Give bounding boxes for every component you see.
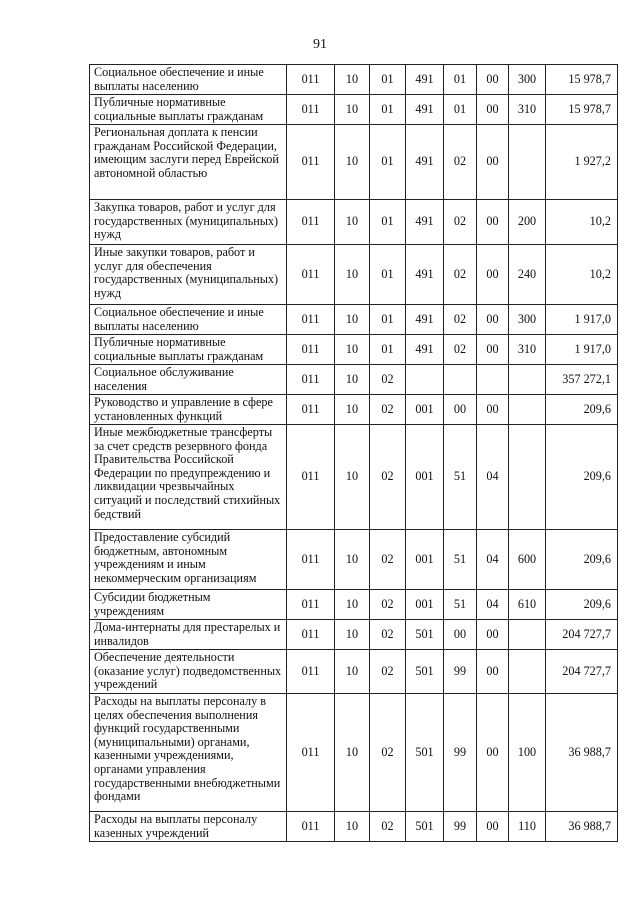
- cell-name: Субсидии бюджетным учреждениям: [90, 590, 287, 620]
- cell-article3: 04: [477, 530, 509, 590]
- cell-subsection: 02: [370, 620, 406, 650]
- cell-expense-type: 110: [509, 812, 546, 842]
- cell-section: 10: [335, 95, 370, 125]
- cell-name: Дома-интернаты для престарелых и инвалидов: [90, 620, 287, 650]
- cell-article3: 00: [477, 650, 509, 694]
- cell-section: 10: [335, 395, 370, 425]
- table-row: [90, 425, 618, 530]
- cell-article1: 001: [406, 590, 444, 620]
- cell-article1: 491: [406, 65, 444, 95]
- cell-article3: 00: [477, 395, 509, 425]
- cell-article3: 00: [477, 812, 509, 842]
- cell-sum: 1 917,0: [546, 335, 618, 365]
- table-body: [90, 65, 618, 842]
- table-row: [90, 245, 618, 305]
- cell-expense-type: [509, 425, 546, 530]
- cell-article2: 02: [444, 125, 477, 200]
- cell-subsection: 02: [370, 812, 406, 842]
- cell-expense-type: 300: [509, 305, 546, 335]
- cell-section: 10: [335, 694, 370, 812]
- cell-article2: 51: [444, 425, 477, 530]
- cell-ministry: 011: [287, 694, 335, 812]
- cell-article3: 00: [477, 95, 509, 125]
- cell-name: Расходы на выплаты персоналу казенных учреждений: [90, 812, 287, 842]
- cell-expense-type: 310: [509, 95, 546, 125]
- cell-ministry: 011: [287, 425, 335, 530]
- cell-name: Руководство и управление в сфере установленных функций: [90, 395, 287, 425]
- cell-article2: 01: [444, 65, 477, 95]
- cell-article2: 02: [444, 245, 477, 305]
- cell-section: 10: [335, 590, 370, 620]
- table-row: [90, 590, 618, 620]
- cell-article3: 00: [477, 200, 509, 245]
- cell-name: Региональная доплата к пенсии гражданам Российской Федерации, имеющим заслуги перед Еврейской автономной областью: [90, 125, 287, 200]
- cell-ministry: 011: [287, 245, 335, 305]
- cell-article1: 501: [406, 620, 444, 650]
- cell-ministry: 011: [287, 95, 335, 125]
- cell-section: 10: [335, 650, 370, 694]
- cell-section: 10: [335, 65, 370, 95]
- page-number: 91: [313, 37, 327, 52]
- cell-name: Обеспечение деятельности (оказание услуг) подведомственных учреждений: [90, 650, 287, 694]
- cell-subsection: 01: [370, 305, 406, 335]
- cell-name: Иные закупки товаров, работ и услуг для обеспечения государственных (муниципальных) нужд: [90, 245, 287, 305]
- table-row: [90, 650, 618, 694]
- table-row: [90, 95, 618, 125]
- cell-article2: 99: [444, 812, 477, 842]
- cell-article1: 001: [406, 425, 444, 530]
- cell-sum: 15 978,7: [546, 95, 618, 125]
- cell-ministry: 011: [287, 620, 335, 650]
- budget-table: [89, 64, 618, 842]
- cell-article2: 01: [444, 95, 477, 125]
- cell-expense-type: [509, 650, 546, 694]
- cell-name: Расходы на выплаты персоналу в целях обеспечения выполнения функций государственными (муниципальными) органами, казенными учреждениями, органами управления государственными внебюджетными фондами: [90, 694, 287, 812]
- cell-section: 10: [335, 335, 370, 365]
- cell-article2: 02: [444, 335, 477, 365]
- cell-ministry: 011: [287, 305, 335, 335]
- cell-section: 10: [335, 245, 370, 305]
- cell-subsection: 02: [370, 530, 406, 590]
- cell-name: Социальное обеспечение и иные выплаты населению: [90, 305, 287, 335]
- cell-sum: 10,2: [546, 200, 618, 245]
- cell-section: 10: [335, 365, 370, 395]
- cell-expense-type: 240: [509, 245, 546, 305]
- cell-article1: 501: [406, 694, 444, 812]
- cell-sum: 204 727,7: [546, 620, 618, 650]
- cell-ministry: 011: [287, 335, 335, 365]
- cell-subsection: 01: [370, 245, 406, 305]
- cell-subsection: 02: [370, 365, 406, 395]
- cell-article3: 00: [477, 335, 509, 365]
- cell-sum: 204 727,7: [546, 650, 618, 694]
- cell-ministry: 011: [287, 125, 335, 200]
- cell-section: 10: [335, 425, 370, 530]
- cell-article2: 02: [444, 200, 477, 245]
- cell-ministry: 011: [287, 365, 335, 395]
- cell-article1: 501: [406, 650, 444, 694]
- table-row: [90, 200, 618, 245]
- cell-section: 10: [335, 812, 370, 842]
- cell-expense-type: 600: [509, 530, 546, 590]
- cell-name: Предоставление субсидий бюджетным, автономным учреждениям и иным некоммерческим организациям: [90, 530, 287, 590]
- cell-article1: 491: [406, 200, 444, 245]
- table-row: [90, 395, 618, 425]
- cell-article3: 04: [477, 425, 509, 530]
- cell-expense-type: [509, 125, 546, 200]
- cell-article2: 00: [444, 395, 477, 425]
- cell-article2: 51: [444, 530, 477, 590]
- cell-sum: 15 978,7: [546, 65, 618, 95]
- cell-expense-type: 610: [509, 590, 546, 620]
- cell-ministry: 011: [287, 812, 335, 842]
- cell-article3: 00: [477, 620, 509, 650]
- cell-sum: 209,6: [546, 590, 618, 620]
- cell-section: 10: [335, 200, 370, 245]
- cell-section: 10: [335, 125, 370, 200]
- cell-article3: 00: [477, 65, 509, 95]
- cell-sum: 1 927,2: [546, 125, 618, 200]
- cell-article2: 99: [444, 650, 477, 694]
- cell-article3: [477, 365, 509, 395]
- cell-subsection: 02: [370, 650, 406, 694]
- cell-subsection: 01: [370, 95, 406, 125]
- cell-name: Социальное обслуживание населения: [90, 365, 287, 395]
- cell-name: Закупка товаров, работ и услуг для государственных (муниципальных) нужд: [90, 200, 287, 245]
- cell-article3: 00: [477, 245, 509, 305]
- table-row: [90, 694, 618, 812]
- cell-ministry: 011: [287, 590, 335, 620]
- cell-ministry: 011: [287, 200, 335, 245]
- cell-name: Публичные нормативные социальные выплаты гражданам: [90, 335, 287, 365]
- cell-article1: 491: [406, 335, 444, 365]
- table-row: [90, 65, 618, 95]
- cell-ministry: 011: [287, 650, 335, 694]
- cell-subsection: 01: [370, 125, 406, 200]
- cell-article1: 491: [406, 305, 444, 335]
- cell-sum: 36 988,7: [546, 694, 618, 812]
- cell-subsection: 02: [370, 425, 406, 530]
- cell-ministry: 011: [287, 395, 335, 425]
- cell-expense-type: [509, 395, 546, 425]
- cell-article1: 491: [406, 125, 444, 200]
- cell-article3: 00: [477, 305, 509, 335]
- cell-article2: 00: [444, 620, 477, 650]
- cell-article1: 491: [406, 95, 444, 125]
- cell-article3: 00: [477, 125, 509, 200]
- cell-subsection: 01: [370, 200, 406, 245]
- cell-article2: 99: [444, 694, 477, 812]
- cell-expense-type: [509, 620, 546, 650]
- table-row: [90, 530, 618, 590]
- cell-subsection: 02: [370, 590, 406, 620]
- cell-article2: [444, 365, 477, 395]
- table-row: [90, 305, 618, 335]
- cell-expense-type: 200: [509, 200, 546, 245]
- cell-article2: 51: [444, 590, 477, 620]
- cell-sum: 36 988,7: [546, 812, 618, 842]
- cell-name: Социальное обеспечение и иные выплаты населению: [90, 65, 287, 95]
- cell-subsection: 02: [370, 395, 406, 425]
- cell-sum: 209,6: [546, 530, 618, 590]
- cell-article2: 02: [444, 305, 477, 335]
- cell-section: 10: [335, 530, 370, 590]
- cell-article1: 001: [406, 530, 444, 590]
- cell-sum: 209,6: [546, 395, 618, 425]
- table-row: [90, 365, 618, 395]
- cell-name: Публичные нормативные социальные выплаты гражданам: [90, 95, 287, 125]
- cell-article3: 00: [477, 694, 509, 812]
- cell-sum: 10,2: [546, 245, 618, 305]
- cell-sum: 1 917,0: [546, 305, 618, 335]
- cell-sum: 209,6: [546, 425, 618, 530]
- cell-subsection: 02: [370, 694, 406, 812]
- cell-article3: 04: [477, 590, 509, 620]
- cell-subsection: 01: [370, 65, 406, 95]
- cell-expense-type: 100: [509, 694, 546, 812]
- cell-name: Иные межбюджетные трансферты за счет средств резервного фонда Правительства Российской Федерации по предупреждению и ликвидации чрезвычайных ситуаций и последствий стихийных бедствий: [90, 425, 287, 530]
- cell-section: 10: [335, 305, 370, 335]
- cell-ministry: 011: [287, 65, 335, 95]
- cell-article1: [406, 365, 444, 395]
- cell-expense-type: 310: [509, 335, 546, 365]
- cell-subsection: 01: [370, 335, 406, 365]
- table-row: [90, 335, 618, 365]
- cell-article1: 001: [406, 395, 444, 425]
- table-row: [90, 812, 618, 842]
- cell-expense-type: 300: [509, 65, 546, 95]
- cell-sum: 357 272,1: [546, 365, 618, 395]
- cell-article1: 491: [406, 245, 444, 305]
- table-row: [90, 125, 618, 200]
- table-row: [90, 620, 618, 650]
- cell-expense-type: [509, 365, 546, 395]
- cell-section: 10: [335, 620, 370, 650]
- cell-ministry: 011: [287, 530, 335, 590]
- cell-article1: 501: [406, 812, 444, 842]
